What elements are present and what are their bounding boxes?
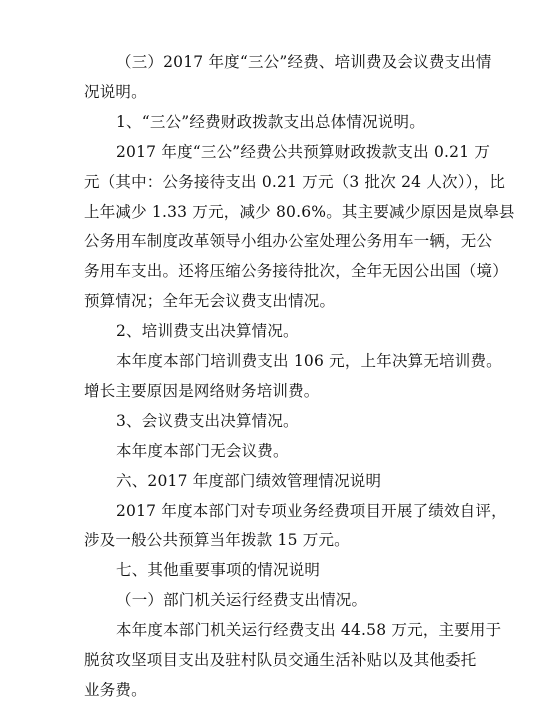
text-line: 预算情况；全年无会议费支出情况。 bbox=[84, 292, 336, 310]
text-line: 本年度本部门无会议费。 bbox=[116, 442, 289, 460]
text-line: 况说明。 bbox=[84, 83, 147, 101]
text-line: 元（其中：公务接待支出 0.21 万元（3 批次 24 人次）），比 bbox=[84, 173, 506, 191]
subheading-operating-costs: （一）部门机关运行经费支出情况。 bbox=[116, 591, 368, 609]
subheading-meeting: 3、会议费支出决算情况。 bbox=[116, 412, 299, 430]
text-line: 增长主要原因是网络财务培训费。 bbox=[84, 382, 320, 400]
subheading-three-public-overview: 1、“三公”经费财政拨款支出总体情况说明。 bbox=[116, 113, 425, 131]
text-line: 2017 年度“三公”经费公共预算财政拨款支出 0.21 万 bbox=[116, 143, 491, 161]
text-line: 上年减少 1.33 万元，减少 80.6%。其主要减少原因是岚皋县 bbox=[84, 203, 515, 221]
text-line: 2017 年度本部门对专项业务经费项目开展了绩效自评， bbox=[116, 502, 507, 520]
section-heading-three-public: （三）2017 年度“三公”经费、培训费及会议费支出情 bbox=[116, 53, 492, 71]
text-line: 业务费。 bbox=[84, 681, 147, 699]
subheading-training: 2、培训费支出决算情况。 bbox=[116, 322, 299, 340]
text-line: 本年度本部门机关运行经费支出 44.58 万元，主要用于 bbox=[116, 621, 502, 639]
section-heading-other-matters: 七、其他重要事项的情况说明 bbox=[116, 561, 321, 579]
text-line: 务用车支出。还将压缩公务接待批次，全年无因公出国（境） bbox=[84, 262, 508, 280]
section-heading-performance: 六、2017 年度部门绩效管理情况说明 bbox=[116, 472, 382, 490]
text-line: 脱贫攻坚项目支出及驻村队员交通生活补贴以及其他委托 bbox=[84, 651, 477, 669]
text-line: 涉及一般公共预算当年拨款 15 万元。 bbox=[84, 531, 350, 549]
text-line: 本年度本部门培训费支出 106 元，上年决算无培训费。 bbox=[116, 352, 502, 370]
text-line: 公务用车制度改革领导小组办公室处理公务用车一辆，无公 bbox=[84, 232, 493, 250]
